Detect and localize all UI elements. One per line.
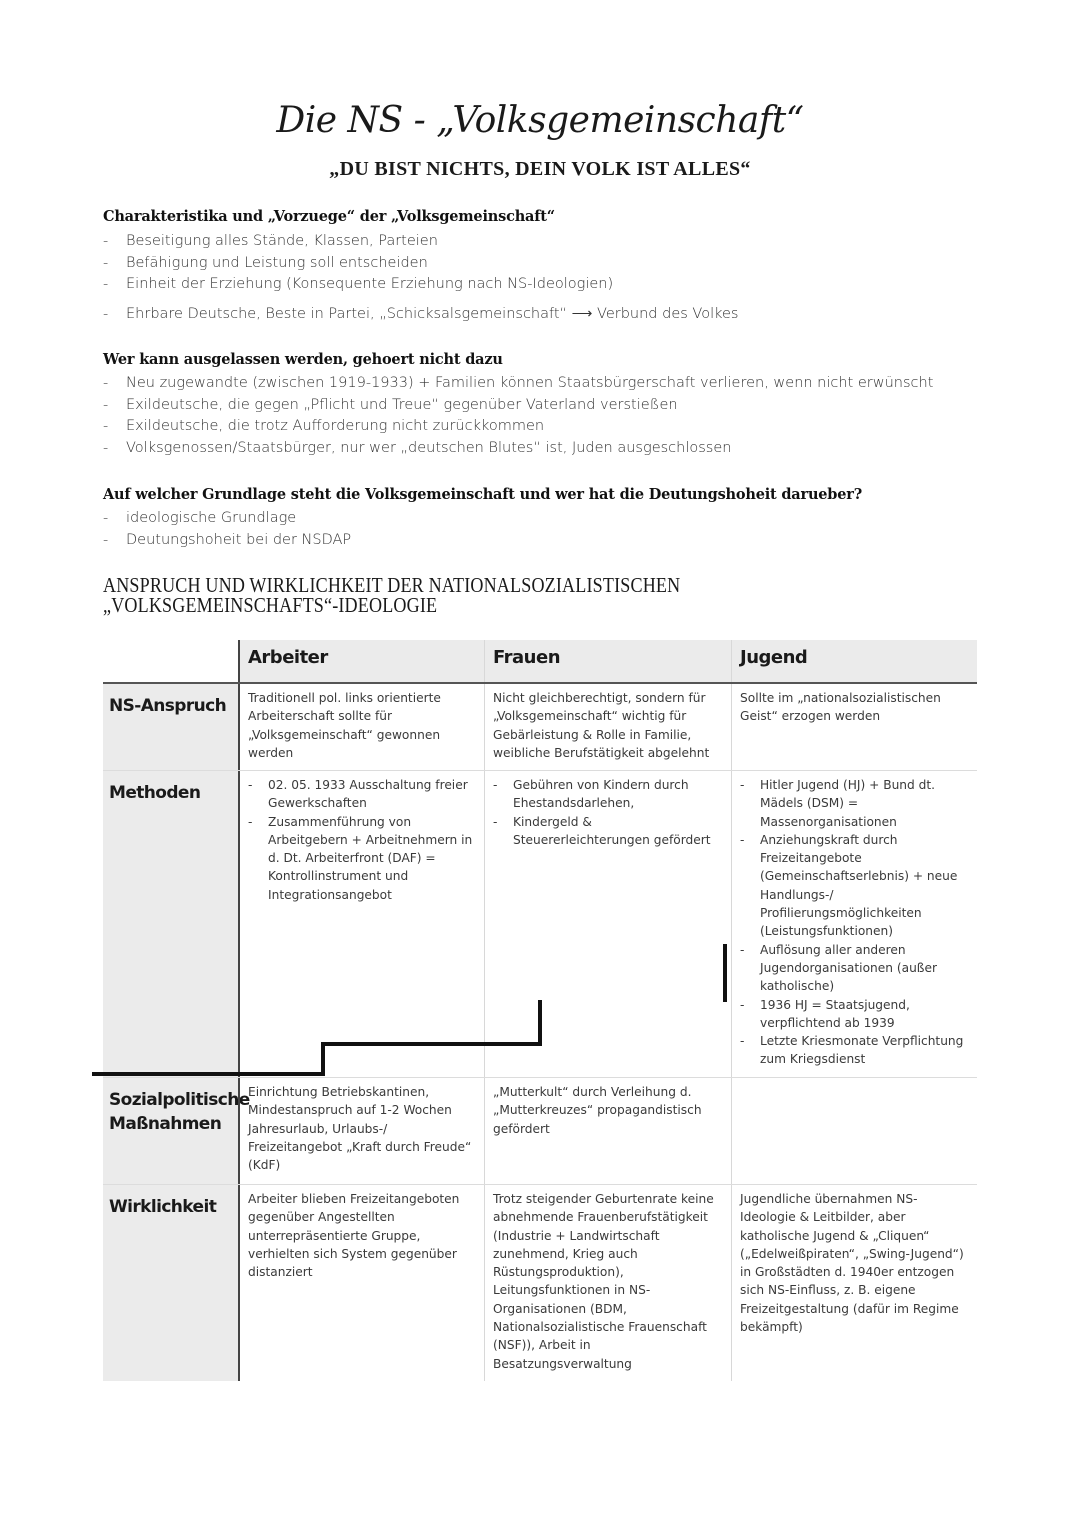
row-header-wirklichkeit: Wirklichkeit xyxy=(103,1185,238,1381)
list-item: - Neu zugewandte (zwischen 1919-1933) + Familien können Staatsbürgerschaft verlieren, wenn nicht erwünscht xyxy=(103,375,934,391)
page-title: Die NS - „Volksgemeinschaft“ xyxy=(276,100,804,141)
list-item: - Zusammenführung von Arbeitgebern + Arbeitnehmern in d. Dt. Arbeiterfront (DAF) = Kontrollinstrument und Integrationsangebot xyxy=(248,814,473,902)
row-header-sozialpolitische-massnahmen: Sozialpolitische Maßnahmen xyxy=(103,1078,238,1184)
table-row xyxy=(103,684,977,771)
list-item: - Deutungshoheit bei der NSDAP xyxy=(103,531,352,548)
table-cell: Nicht gleichberechtigt, sondern für „Volksgemeinschaft“ wichtig für Gebärleistung & Rolle in Familie, weibliche Berufstätigkeit abgelehnt xyxy=(484,684,731,770)
table-cell xyxy=(731,771,977,1077)
table-cell: Traditionell pol. links orientierte Arbeiterschaft sollte für „Volksgemeinschaft“ gewonnen werden xyxy=(238,684,484,770)
table-cell xyxy=(238,771,484,1077)
staircase-line-riser xyxy=(321,1042,325,1076)
staircase-line-top xyxy=(321,1042,541,1046)
table-title: ANSPRUCH UND WIRKLICHKEIT DER NATIONALSOZIALISTISCHEN „VOLKSGEMEINSCHAFTS“-IDEOLOGIE xyxy=(103,573,681,617)
list-item: - Exildeutsche, die trotz Aufforderung nicht zurückkommen xyxy=(103,418,545,434)
table-cell: „Mutterkult“ durch Verleihung d. „Mutterkreuzes“ propagandistisch gefördert xyxy=(484,1078,731,1184)
list-item: - Beseitigung alles Stände, Klassen, Parteien xyxy=(103,233,438,249)
column-header-jugend: Jugend xyxy=(731,640,977,682)
corner-cell xyxy=(103,640,238,682)
characteristics-list xyxy=(103,231,738,325)
table-cell xyxy=(484,771,731,1077)
table-row xyxy=(103,1078,977,1185)
table-row xyxy=(103,1185,977,1381)
table-header-row xyxy=(103,640,977,684)
table-cell xyxy=(731,1078,977,1184)
list-item: - 02. 05. 1933 Ausschaltung freier Gewerkschaften xyxy=(248,778,468,811)
excluded-list xyxy=(103,373,933,459)
vertical-marker-line xyxy=(723,944,727,1002)
list-item: - Ehrbare Deutsche, Beste in Partei, „Schicksalsgemeinschaft“ ⟶ Verbund des Volkes xyxy=(103,305,739,322)
page-subtitle: „DU BIST NICHTS, DEIN VOLK IST ALLES“ xyxy=(329,158,751,180)
section-heading-foundation: Auf welcher Grundlage steht die Volksgemeinschaft und wer hat die Deutungshoheit darueber? xyxy=(103,486,863,503)
list-item: - Anziehungskraft durch Freizeitangebote (Gemeinschaftserlebnis) + neue Handlungs-/ Profilierungsmöglichkeiten (Leistungsfunktionen) xyxy=(740,832,958,939)
table-cell: Arbeiter blieben Freizeitangeboten gegenüber Angestellten unterrepräsentierte Gruppe, verhielten sich System gegenüber distanziert xyxy=(238,1185,484,1381)
table-cell: Einrichtung Betriebskantinen, Mindestanspruch auf 1-2 Wochen Jahresurlaub, Urlaubs-/ Freizeitangebot „Kraft durch Freude“ (KdF) xyxy=(238,1078,484,1184)
table-cell: Sollte im „nationalsozialistischen Geist“ erzogen werden xyxy=(731,684,977,770)
list-item: - Befähigung und Leistung soll entscheiden xyxy=(103,254,428,271)
list-item: - ideologische Grundlage xyxy=(103,510,297,526)
list-item: - Auflösung aller anderen Jugendorganisationen (außer katholische) xyxy=(740,942,937,994)
table-cell: Trotz steigender Geburtenrate keine abnehmende Frauenberufstätigkeit (Industrie + Landwirtschaft zunehmend, Krieg auch Rüstungsproduktion), Leitungsfunktionen in NS-Organisationen (BDM, Nationalsozialistische Frauenschaft (NSF)), Arbeit in Besatzungsverwaltung xyxy=(484,1185,731,1381)
staircase-line-end xyxy=(538,1000,542,1046)
list-item: - Einheit der Erziehung (Konsequente Erziehung nach NS-Ideologien) xyxy=(103,276,614,292)
list-item: - 1936 HJ = Staatsjugend, verpflichtend ab 1939 xyxy=(740,997,910,1030)
section-heading-characteristics: Charakteristika und „Vorzuege“ der „Volksgemeinschaft“ xyxy=(103,208,555,225)
list-item: - Kindergeld & Steuererleichterungen gefördert xyxy=(493,814,711,847)
list-item: - Exildeutsche, die gegen „Pflicht und Treue“ gegenüber Vaterland verstießen xyxy=(103,396,678,413)
list-item: - Gebühren von Kindern durch Ehestandsdarlehen, xyxy=(493,778,689,811)
column-header-arbeiter: Arbeiter xyxy=(238,640,484,682)
row-header-ns-anspruch: NS-Anspruch xyxy=(103,684,238,770)
column-header-frauen: Frauen xyxy=(484,640,731,682)
staircase-line-bottom xyxy=(92,1072,324,1076)
list-item: - Letzte Kriesmonate Verpflichtung zum Kriegsdienst xyxy=(740,1034,964,1067)
section-heading-excluded: Wer kann ausgelassen werden, gehoert nicht dazu xyxy=(103,351,503,368)
list-item: - Volksgenossen/Staatsbürger, nur wer „deutschen Blutes“ ist, Juden ausgeschlossen xyxy=(103,439,732,456)
table-cell: Jugendliche übernahmen NS-Ideologie & Leitbilder, aber katholische Jugend & „Cliquen“ („Edelweißpiraten“, „Swing-Jugend“) in Großstädten d. 1940er entzogen sich NS-Einfluss, z. B. eigene Freizeitgestaltung (dafür im Regime bekämpft) xyxy=(731,1185,977,1381)
list-item: - Hitler Jugend (HJ) + Bund dt. Mädels (DSM) = Massenorganisationen xyxy=(740,778,936,829)
foundation-list xyxy=(103,508,351,551)
row-header-methoden: Methoden xyxy=(103,771,238,1077)
